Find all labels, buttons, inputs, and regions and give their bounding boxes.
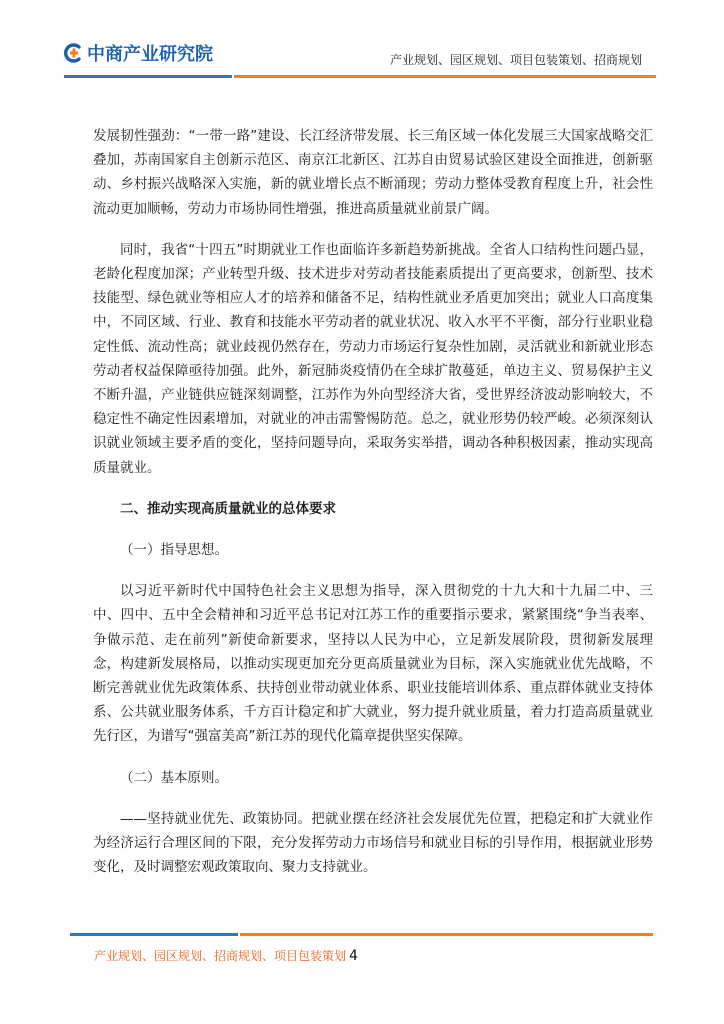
page-number: 4 [349, 948, 358, 964]
logo-text: 中商产业研究院 [87, 44, 213, 65]
header-rule-blue [64, 75, 232, 78]
footer-rule-blue [70, 933, 238, 936]
logo-icon [64, 43, 84, 63]
logo [64, 40, 213, 66]
paragraph-1: 发展韧性强劲：“一带一路”建设、长江经济带发展、长三角区域一体化发展三大国家战略交汇叠加，苏南国家自主创新示范区、南京江北新区、江苏自由贸易试验区建设全面推进，创新驱动、乡村振兴战略深入实施，新的就业增长点不断涌现；劳动力整体受教育程度上升，社会性流动更加顺畅，劳动力市场协同性增强，推进高质量就业前景广阔。 [93, 128, 653, 217]
header-rule-orange [234, 75, 656, 78]
section-heading: 二、推动实现高质量就业的总体要求 [120, 500, 336, 517]
header-tagline: 产业规划、园区规划、项目包装策划、招商规划 [389, 53, 642, 67]
page-header [0, 0, 724, 80]
paragraph-4: ——坚持就业优先、政策协同。把就业摆在经济社会发展优先位置，把稳定和扩大就业作为经济运行合理区间的下限，充分发挥劳动力市场信号和就业目标的引导作用，根据就业形势变化，及时调整宏观政策取向、聚力支持就业。 [93, 810, 653, 876]
paragraph-3: 以习近平新时代中国特色社会主义思想为指导，深入贯彻党的十九大和十九届二中、三中、四中、五中全会精神和习近平总书记对江苏工作的重要指示要求，紧紧围绕“争当表率、争做示范、走在前列”新使命新要求，坚持以人民为中心，立足新发展阶段，贯彻新发展理念，构建新发展格局，以推动实现更加充分更高质量就业为目标，深入实施就业优先战略，不断完善就业优先政策体系、扶持创业带动就业体系、职业技能培训体系、重点群体就业支持体系、公共就业服务体系，千方百计稳定和扩大就业，努力提升就业质量，着力打造高质量就业先行区，为谱写“强富美高”新江苏的现代化篇章提供坚实保障。 [93, 583, 653, 745]
subheading-basic-principles: （二）基本原则。 [120, 769, 228, 786]
document-body [93, 124, 653, 896]
subheading-guiding-ideology: （一）指导思想。 [120, 542, 228, 559]
paragraph-2: 同时，我省“十四五”时期就业工作也面临许多新趋势新挑战。全省人口结构性问题凸显，老龄化程度加深；产业转型升级、技术进步对劳动者技能素质提出了更高要求，创新型、技术技能型、绿色就业等相应人才的培养和储备不足，结构性就业矛盾更加突出；就业人口高度集中，不同区域、行业、教育和技能水平劳动者的就业状况、收入水平不平衡，部分行业职业稳定性低、流动性高；就业歧视仍然存在，劳动力市场运行复杂性加剧，灵活就业和新就业形态劳动者权益保障亟待加强。此外，新冠肺炎疫情仍在全球扩散蔓延，单边主义、贸易保护主义不断升温，产业链供应链深刻调整，江苏作为外向型经济大省，受世界经济波动影响较大，不稳定性不确定性因素增加，对就业的冲击需警惕防范。总之，就业形势仍较严峻。必须深刻认识就业领域主要矛盾的变化，坚持问题导向，采取务实举措，调动各种积极因素，推动实现高质量就业。 [93, 241, 653, 476]
page-footer [94, 947, 358, 964]
footer-rule-orange [240, 933, 653, 936]
footer-tagline: 产业规划、园区规划、招商规划、项目包装策划 [94, 949, 347, 963]
